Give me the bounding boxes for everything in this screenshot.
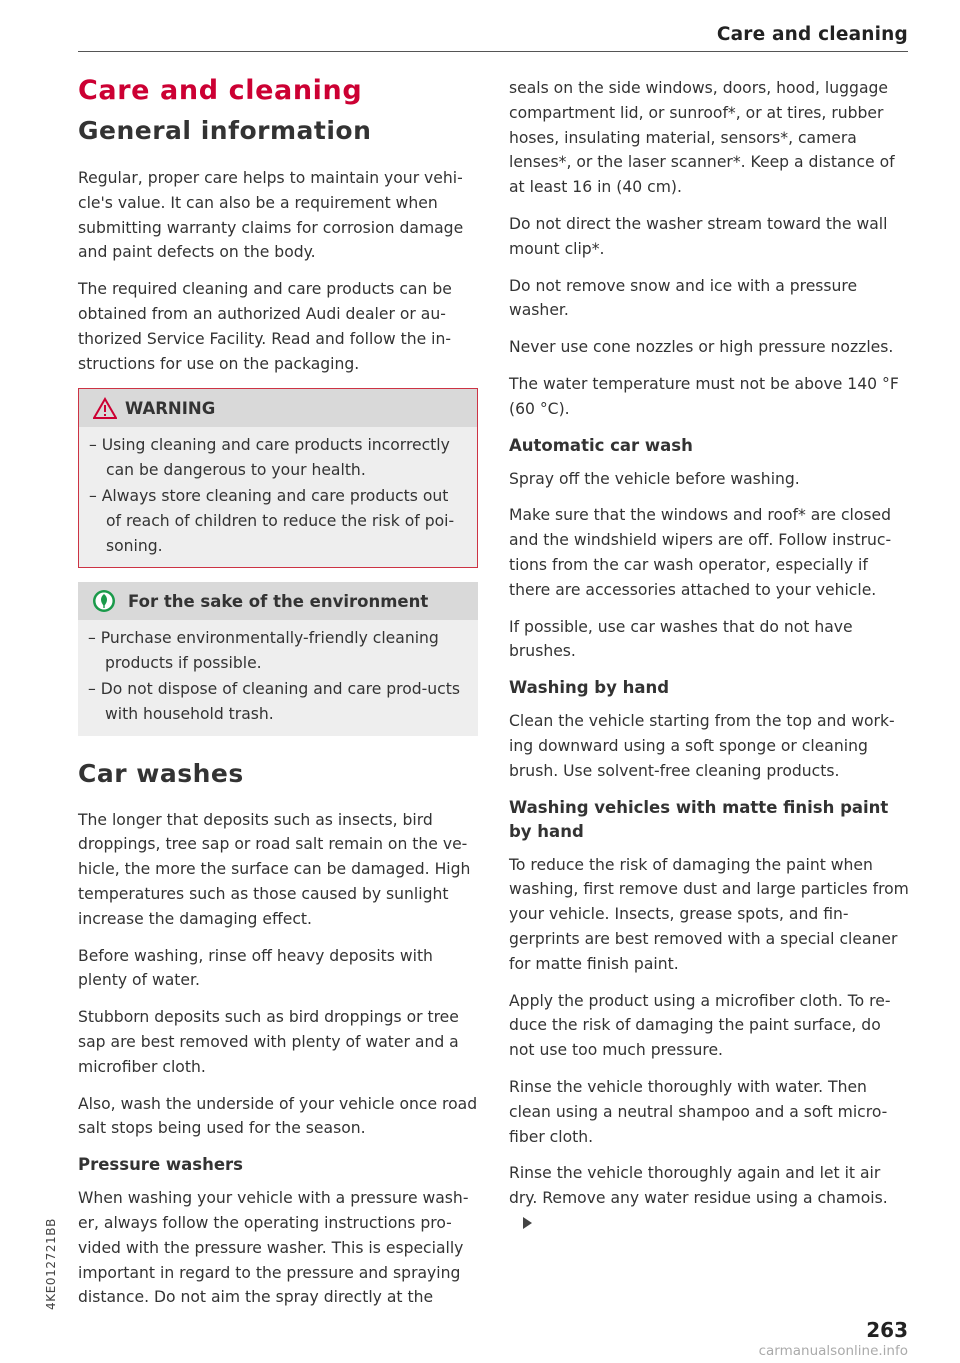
subsection-title-washing-by-hand: Washing by hand (509, 678, 670, 698)
paragraph: Also, wash the underside of your vehicle once road salt stops being used for the season. (78, 1094, 478, 1138)
continue-arrow-icon (523, 1217, 532, 1229)
paragraph: Do not remove snow and ice with a pressure washer. (509, 276, 858, 320)
warning-box (78, 388, 478, 568)
environment-header (78, 582, 478, 620)
paragraph: If possible, use car washes that do not have brushes. (509, 617, 853, 661)
page-number: 263 (866, 1318, 908, 1342)
header-rule (78, 51, 908, 52)
warning-header (79, 389, 477, 427)
paragraph: Never use cone nozzles or high pressure nozzles. (509, 338, 894, 357)
document-code: 4KE012721BB (44, 1218, 58, 1310)
environment-label: For the sake of the environment (128, 591, 429, 611)
paragraph: Before washing, rinse off heavy deposits with plenty of water. (78, 946, 433, 990)
subsection-title-pressure-washers: Pressure washers (78, 1155, 243, 1175)
paragraph (509, 1161, 909, 1235)
list-item: – Using cleaning and care products incorrectly can be dangerous to your health. (89, 436, 450, 480)
paragraph: Rinse the vehicle thoroughly with water. Then clean using a neutral shampoo and a soft micro-fiber cloth. (509, 1077, 888, 1146)
paragraph: Do not direct the washer stream toward the wall mount clip*. (509, 214, 888, 258)
section-title-car-washes: Car washes (78, 758, 244, 788)
subsection-title-matte-finish: Washing vehicles with matte finish paint by hand (509, 797, 889, 841)
list-item: – Do not dispose of cleaning and care prod-ucts with household trash. (88, 679, 460, 723)
watermark: carmanualsonline.info (758, 1343, 908, 1359)
warning-triangle-icon (93, 397, 117, 419)
warning-body (79, 427, 477, 567)
paragraph: To reduce the risk of damaging the paint when washing, first remove dust and large particles from your vehicle. Insects, grease spots, and fin-gerprints are best removed with a special cleaner for matte finish paint. (509, 855, 909, 973)
environment-box (78, 582, 478, 735)
list-item: – Always store cleaning and care products out of reach of children to reduce the risk of poi-soning. (89, 486, 455, 555)
environment-body (78, 620, 478, 735)
paragraph: seals on the side windows, doors, hood, luggage compartment lid, or sunroof*, or at tires, rubber hoses, insulating material, sensors*, camera lenses*, or the laser scanner*. Keep a distance of at least 16 in (40 cm). (509, 79, 895, 197)
list-item: – Purchase environmentally-friendly cleaning products if possible. (88, 629, 439, 673)
section-title-general: General information (78, 116, 372, 145)
paragraph: Clean the vehicle starting from the top and work-ing downward using a soft sponge or cleaning brush. Use solvent-free cleaning products. (509, 712, 895, 780)
paragraph-text: Rinse the vehicle thoroughly again and let it air dry. Remove any water residue using a chamois. (509, 1164, 888, 1208)
chapter-title: Care and cleaning (78, 75, 363, 106)
paragraph: The longer that deposits such as insects, bird droppings, tree sap or road salt remain on the ve-hicle, the more the surface can be damaged. High temperatures such as those caused by sunlight increase the damaging effect. (78, 810, 471, 928)
running-header-title: Care and cleaning (716, 24, 908, 45)
paragraph: Make sure that the windows and roof* are closed and the windshield wipers are off. Follow instruc-tions from the car wash operator, especially if there are accessories attached to your vehicle. (509, 506, 892, 599)
subsection-title-automatic-car-wash: Automatic car wash (509, 435, 693, 455)
paragraph: The required cleaning and care products can be obtained from an authorized Audi dealer or au-thorized Service Facility. Read and follow the in-structions for use on the packaging. (78, 280, 452, 373)
paragraph: The water temperature must not be above 140 °F (60 °C). (509, 374, 899, 418)
right-column (509, 76, 909, 1248)
paragraph: Regular, proper care helps to maintain your vehi-cle's value. It can also be a requirement when submitting warranty claims for corrosion damage and paint defects on the body. (78, 169, 464, 262)
paragraph: Apply the product using a microfiber cloth. To re-duce the risk of damaging the paint surface, do not use too much pressure. (509, 991, 891, 1060)
left-column (78, 72, 478, 1322)
paragraph: Stubborn deposits such as bird droppings or tree sap are best removed with plenty of water and a microfiber cloth. (78, 1008, 459, 1076)
paragraph: When washing your vehicle with a pressure wash-er, always follow the operating instructions pro-vided with the pressure washer. This is especially important in regard to the pressure and spraying distance. Do not aim the spray directly at the (78, 1189, 469, 1307)
paragraph: Spray off the vehicle before washing. (509, 469, 800, 488)
leaf-icon (92, 589, 116, 613)
warning-label: WARNING (125, 398, 216, 418)
